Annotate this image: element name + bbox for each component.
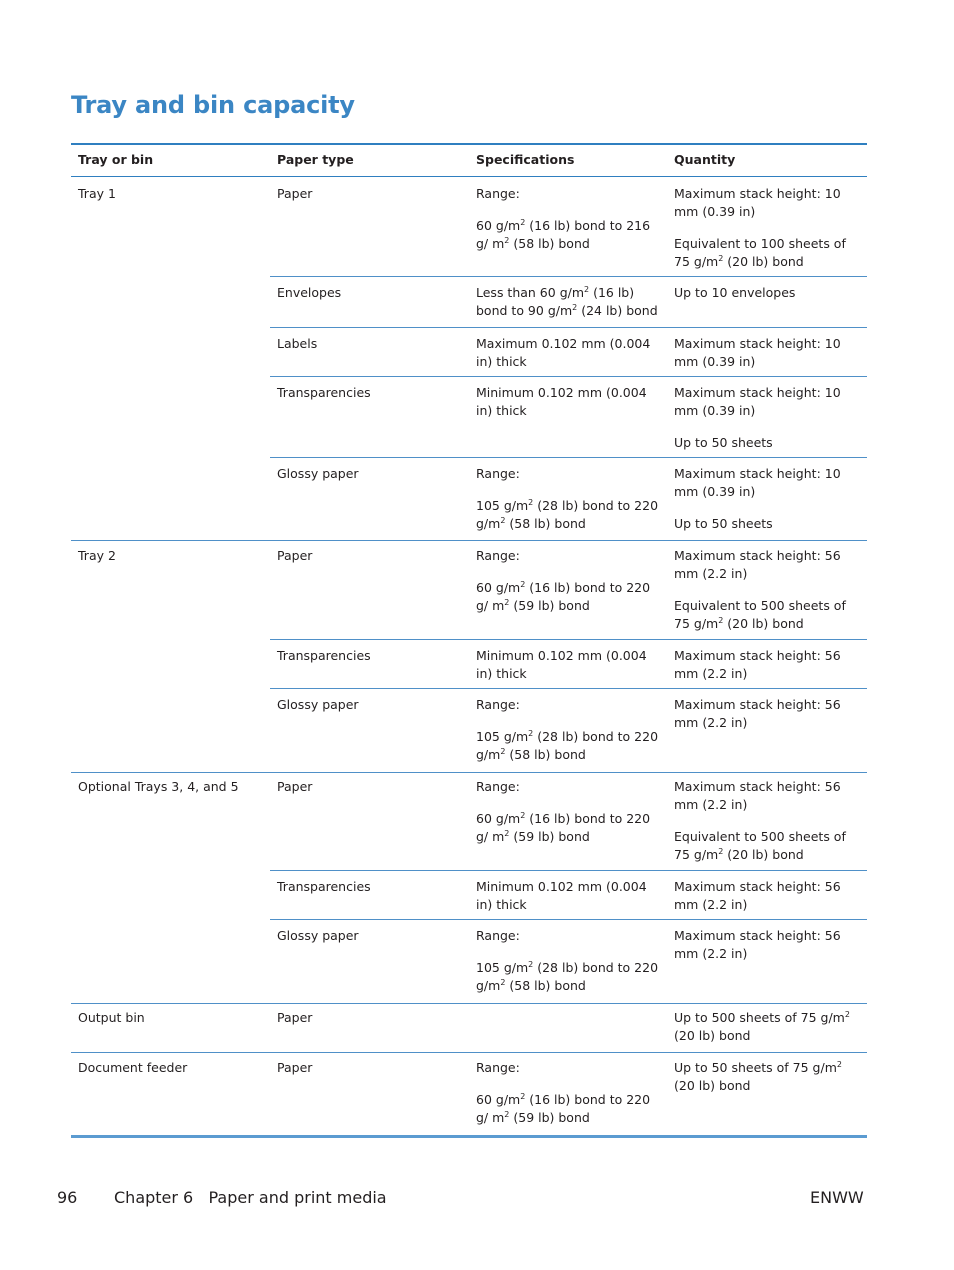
row-divider (270, 688, 867, 689)
quantity-cell: Maximum stack height: 56 mm (2.2 in) (674, 879, 841, 912)
page-number: 96 (57, 1188, 78, 1207)
header-paper-type: Paper type (277, 152, 354, 167)
tray-name-cell: Tray 2 (78, 548, 116, 563)
paper-type-cell: Paper (277, 186, 313, 201)
tray-name-cell: Tray 1 (78, 186, 116, 201)
paper-type-cell: Paper (277, 548, 313, 563)
quantity-cell: Up to 50 sheets of 75 $g/m^2$ (20 lb) bond (674, 1060, 842, 1093)
specifications-cell: Range: 60 $g/m^2$ (16 lb) bond to 220 g/ $m^2$ (59 lb) bond (476, 1060, 651, 1125)
quantity-cell: Maximum stack height: 10 mm (0.39 in) Equivalent to 100 sheets of 75 $g/m^2$ (20 lb) bond (674, 186, 846, 269)
paper-type-cell: Transparencies (277, 385, 371, 400)
specifications-cell: Less than 60 $g/m^2$ (16 lb) bond to 90 $g/m^2$ (24 lb) bond (476, 285, 658, 318)
group-divider (71, 1003, 867, 1004)
paper-type-cell: Paper (277, 1060, 313, 1075)
specifications-cell: Range: 60 $g/m^2$ (16 lb) bond to 220 g/ $m^2$ (59 lb) bond (476, 548, 651, 613)
specifications-cell: Range: 60 $g/m^2$ (16 lb) bond to 216 g/ $m^2$ (58 lb) bond (476, 186, 651, 251)
quantity-cell: Maximum stack height: 56 mm (2.2 in) (674, 648, 841, 681)
specifications-cell: Range: 105 $g/m^2$ (28 lb) bond to 220 $g/m^2$ (58 lb) bond (476, 697, 659, 762)
tray-name-cell: Optional Trays 3, 4, and 5 (78, 779, 239, 794)
quantity-cell: Maximum stack height: 56 mm (2.2 in) (674, 697, 841, 730)
row-divider (270, 457, 867, 458)
group-divider (71, 1052, 867, 1053)
table-header-rule (71, 176, 867, 177)
group-divider (71, 772, 867, 773)
footer-right: ENWW (810, 1188, 864, 1207)
row-divider (270, 276, 867, 277)
table-bottom-rule (71, 1135, 867, 1138)
row-divider (270, 376, 867, 377)
paper-type-cell: Labels (277, 336, 318, 351)
chapter-title: Chapter 6 Paper and print media (114, 1188, 387, 1207)
header-quantity: Quantity (674, 152, 736, 167)
specifications-cell: Range: 105 $g/m^2$ (28 lb) bond to 220 $g/m^2$ (58 lb) bond (476, 928, 659, 993)
specifications-cell: Maximum 0.102 mm (0.004 in) thick (476, 336, 651, 369)
group-divider (71, 540, 867, 541)
paper-type-cell: Glossy paper (277, 928, 359, 943)
quantity-cell: Maximum stack height: 10 mm (0.39 in) (674, 336, 841, 369)
paper-type-cell: Paper (277, 1010, 313, 1025)
quantity-cell: Up to 10 envelopes (674, 285, 796, 300)
specifications-cell: Minimum 0.102 mm (0.004 in) thick (476, 879, 647, 912)
paper-type-cell: Glossy paper (277, 697, 359, 712)
row-divider (270, 327, 867, 328)
specifications-cell: Minimum 0.102 mm (0.004 in) thick (476, 648, 647, 681)
paper-type-cell: Transparencies (277, 648, 371, 663)
paper-type-cell: Transparencies (277, 879, 371, 894)
row-divider (270, 870, 867, 871)
paper-type-cell: Envelopes (277, 285, 342, 300)
quantity-cell: Up to 500 sheets of 75 $g/m^2$ (20 lb) bond (674, 1010, 850, 1043)
quantity-cell: Maximum stack height: 56 mm (2.2 in) Equivalent to 500 sheets of 75 $g/m^2$ (20 lb) bond (674, 779, 846, 862)
paper-type-cell: Glossy paper (277, 466, 359, 481)
tray-name-cell: Document feeder (78, 1060, 188, 1075)
table-top-rule (71, 143, 867, 145)
quantity-cell: Maximum stack height: 56 mm (2.2 in) (674, 928, 841, 961)
row-divider (270, 639, 867, 640)
tray-name-cell: Output bin (78, 1010, 145, 1025)
page-title: Tray and bin capacity (71, 91, 355, 119)
quantity-cell: Maximum stack height: 10 mm (0.39 in) Up to 50 sheets (674, 466, 841, 531)
specifications-cell: Range: 105 $g/m^2$ (28 lb) bond to 220 $g/m^2$ (58 lb) bond (476, 466, 659, 531)
header-specifications: Specifications (476, 152, 575, 167)
specifications-cell: Range: 60 $g/m^2$ (16 lb) bond to 220 g/ $m^2$ (59 lb) bond (476, 779, 651, 844)
specifications-cell: Minimum 0.102 mm (0.004 in) thick (476, 385, 647, 418)
paper-type-cell: Paper (277, 779, 313, 794)
quantity-cell: Maximum stack height: 56 mm (2.2 in) Equivalent to 500 sheets of 75 $g/m^2$ (20 lb) bond (674, 548, 846, 631)
row-divider (270, 919, 867, 920)
header-tray-or-bin: Tray or bin (78, 152, 154, 167)
quantity-cell: Maximum stack height: 10 mm (0.39 in) Up to 50 sheets (674, 385, 841, 450)
